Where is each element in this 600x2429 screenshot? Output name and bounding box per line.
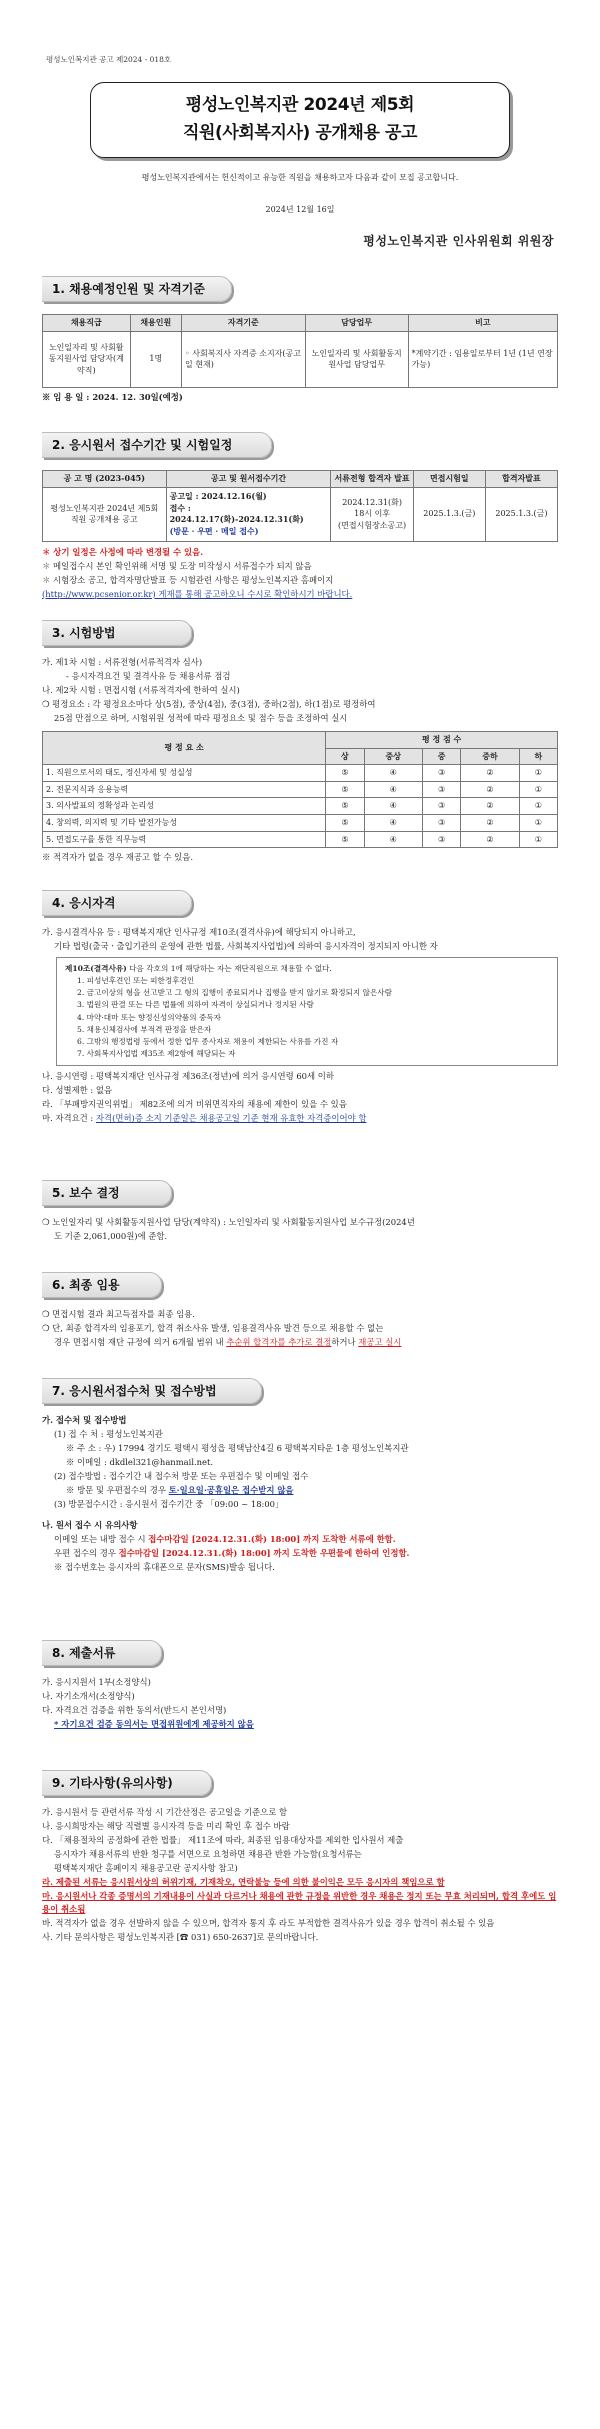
text-emphasis: 접수마감일 [2024.12.31.(화) 18:00] 까지 도착한 우편물에 한하여 인정함. bbox=[118, 1548, 410, 1559]
text-line: 가. 응시지원서 1부(소정양식) bbox=[42, 1677, 151, 1687]
text-line bbox=[42, 1533, 558, 1546]
doc-result-time: 18시 이후 bbox=[354, 509, 391, 519]
text-line bbox=[42, 1336, 558, 1349]
section-heading: 9. 기타사항(유의사항) bbox=[42, 1770, 212, 1796]
text-line: 다. 성별제한 : 없음 bbox=[42, 1085, 113, 1096]
section-heading: 2. 응시원서 접수기간 및 시험일정 bbox=[42, 432, 272, 458]
receipt-methods: (방문 · 우편 · 메일 접수) bbox=[169, 525, 259, 536]
announcement-date: 2024년 12월 16일 bbox=[265, 205, 335, 214]
text-line: 다. 자격요건 검증을 위한 동의서(반드시 본인서명) bbox=[42, 1705, 227, 1716]
table-cell: ① bbox=[519, 781, 557, 798]
text-line: 나. 응시희망자는 해당 직렬별 응시자격 등을 미리 확인 후 접수 바람 bbox=[42, 1821, 290, 1832]
table-row bbox=[43, 765, 558, 782]
text-line: ❍ 평정요소 : 각 평정요소마다 상(5점), 중상(4점), 중(3점), 중하(2점), 하(1점)로 평정하여 bbox=[42, 699, 376, 710]
table-header: 면접시험일 bbox=[413, 471, 485, 488]
section-schedule bbox=[42, 432, 558, 602]
table-cell: ⑤ bbox=[326, 798, 364, 815]
qualification-text bbox=[42, 926, 558, 953]
table-cell: ① bbox=[519, 815, 557, 832]
title-line-2: 직원(사회복지사) 공개채용 공고 bbox=[182, 123, 418, 143]
exam-note: ※ 적격자가 없을 경우 재공고 할 수 있음. bbox=[42, 852, 194, 863]
table-cell: 4. 창의력, 의지력 및 기타 발전가능성 bbox=[43, 815, 326, 832]
appointment-date-note: ※ 임 용 일 : 2024. 12. 30일(예정) bbox=[42, 391, 183, 402]
table-cell: 5. 면접도구를 통한 직무능력 bbox=[43, 831, 326, 848]
table-cell bbox=[331, 487, 413, 541]
table-cell bbox=[166, 487, 331, 541]
list-item: 7. 사회복지사업법 제35조 제2항에 해당되는 자 bbox=[77, 1049, 236, 1059]
grade-header: 중하 bbox=[461, 748, 519, 765]
table-row bbox=[43, 798, 558, 815]
table-cell: *계약기간 : 임용일로부터 1년 (1년 연장 가능) bbox=[408, 331, 557, 387]
table-row bbox=[43, 331, 558, 387]
title-line-1: 평성노인복지관 2024년 제5회 bbox=[185, 95, 415, 115]
qualification-requirement: 자격(면허)증 소지 기준일은 채용공고일 기준 현재 유효한 자격증이어야 함 bbox=[95, 1113, 367, 1124]
table-cell: ◦ 사회복지사 자격증 소지자(공고일 현재) bbox=[182, 331, 306, 387]
grade-header: 중 bbox=[422, 748, 460, 765]
text-line: ❍ 면접시험 결과 최고득점자를 최종 임용. bbox=[42, 1309, 195, 1319]
homepage-link[interactable]: (http://www.pcsenior.or.kr) 게재를 통해 공고하오니 수시로 확인하시기 바랍니다. bbox=[42, 588, 353, 599]
list-item: 5. 채용신체검사에 부적격 판정을 받은자 bbox=[77, 1024, 212, 1034]
table-cell: 1. 직원으로서의 태도, 정신자세 및 성실성 bbox=[43, 765, 326, 782]
text-emphasis: * 자기요건 검증 동의서는 면접위원에게 제공하지 않음 bbox=[54, 1719, 254, 1730]
table-header: 자격기준 bbox=[182, 315, 306, 332]
list-item: 2. 금고이상의 형을 선고받고 그 형의 집행이 종료되거나 집행을 받지 않기로 확정되지 않은사람 bbox=[77, 988, 392, 998]
table-cell: ① bbox=[519, 765, 557, 782]
text-emphasis: 마. 응시원서나 각종 증명서의 기재내용이 사실과 다르거나 채용에 관한 규정을 위반한 경우 채용은 정지 또는 무효 처리되며, 합격 후에도 임용이 취소됨 bbox=[42, 1891, 557, 1915]
table-cell: 2025.1.3.(금) bbox=[485, 487, 557, 541]
note-line: ✽ 메일접수시 본인 확인위해 서명 및 도장 미작성시 서류접수가 되지 않음 bbox=[42, 560, 312, 571]
title-box bbox=[90, 82, 510, 158]
section-heading: 4. 응시자격 bbox=[42, 890, 192, 916]
table-header-row bbox=[43, 315, 558, 332]
text-line: 응시자가 채용서류의 반환 청구를 서면으로 요청하면 채용관 반환 가능함(요청서류는 bbox=[54, 1849, 362, 1860]
table-cell: ⑤ bbox=[326, 831, 364, 848]
table-cell: ④ bbox=[364, 815, 422, 832]
table-cell: ④ bbox=[364, 831, 422, 848]
table-row bbox=[43, 815, 558, 832]
section-heading: 8. 제출서류 bbox=[42, 1640, 162, 1666]
table-header-row bbox=[43, 732, 558, 749]
list-item: 1. 피성년후견인 또는 피한정후견인 bbox=[77, 976, 195, 986]
text-line: (2) 접수방법 : 접수기간 내 접수처 방문 또는 우편접수 및 이메일 접수 bbox=[54, 1471, 309, 1482]
section-heading: 6. 최종 임용 bbox=[42, 1272, 162, 1298]
text-line: 라. 「부패방지권익위법」 제82조에 의거 비위면직자의 채용에 제한이 있을 수 있음 bbox=[42, 1099, 347, 1110]
table-header: 평 정 요 소 bbox=[43, 732, 326, 765]
table-cell: ② bbox=[461, 815, 519, 832]
subheading: 나. 원서 접수 시 유의사항 bbox=[42, 1520, 138, 1531]
doc-result-date: 2024.12.31(화) bbox=[342, 497, 402, 507]
table-header: 비고 bbox=[408, 315, 557, 332]
text-line: 도 기준 2,061,000원)에 준함. bbox=[54, 1231, 168, 1242]
section-heading: 1. 채용예정인원 및 자격기준 bbox=[42, 276, 232, 302]
exam-method-text bbox=[42, 656, 558, 725]
document-number: 평성노인복지관 공고 제2024 - 018호 bbox=[46, 55, 172, 64]
section-qualifications bbox=[42, 890, 558, 1126]
section-recruitment bbox=[42, 276, 558, 404]
table-cell: ④ bbox=[364, 765, 422, 782]
section-heading: 5. 보수 결정 bbox=[42, 1180, 172, 1206]
table-header: 서류전형 합격자 발표 bbox=[331, 471, 413, 488]
table-row bbox=[43, 781, 558, 798]
text-line: 기타 법령(출국ㆍ출입기관의 운영에 관한 법률, 사회복지사업법)에 의하여 응시자격이 정지되지 아니한 자 bbox=[54, 941, 438, 952]
text-line: 다. 「채용절차의 공정화에 관한 법률」 제11조에 따라, 최종된 임용대상자를 제외한 입사원서 제출 bbox=[42, 1835, 404, 1846]
text-line: 나. 자기소개서(소정양식) bbox=[42, 1691, 135, 1702]
note-line: ✽ 상기 일정은 사정에 따라 변경될 수 있음. bbox=[42, 546, 204, 557]
salary-text bbox=[42, 1216, 558, 1243]
text-part: 경우 면접시험 재단 규정에 의거 6개월 범위 내 bbox=[54, 1337, 227, 1348]
text-lead: 마. 자격요건 : bbox=[42, 1113, 96, 1124]
table-cell: ① bbox=[519, 798, 557, 815]
table-cell: ② bbox=[461, 781, 519, 798]
section-salary bbox=[42, 1180, 558, 1244]
text-line: 가. 제1차 시험 : 서류전형(서류적격자 심사) bbox=[42, 657, 203, 667]
table-cell: ② bbox=[461, 765, 519, 782]
section-exam-method bbox=[42, 620, 558, 865]
list-item: 3. 법원의 판결 또는 다른 법률에 의하여 자격이 상실되거나 정지된 사람 bbox=[77, 1000, 314, 1010]
table-cell: 평성노인복지관 2024년 제5회 직원 공개채용 공고 bbox=[43, 487, 167, 541]
table-header: 담당업무 bbox=[305, 315, 408, 332]
table-row bbox=[43, 487, 558, 541]
note-line: ✽ 시험장소 공고, 합격자명단발표 등 시험관련 사항은 평성노인복지관 홈페이지 bbox=[42, 574, 334, 585]
receipt-period: 접수 : 2024.12.17(화)-2024.12.31(화) bbox=[169, 502, 304, 525]
email-address[interactable]: ※ 이메일 : dkdlel321@hanmail.net. bbox=[66, 1457, 214, 1468]
section-heading: 7. 응시원서접수처 및 접수방법 bbox=[42, 1378, 262, 1404]
text-line: (1) 접 수 처 : 평성노인복지관 bbox=[54, 1429, 163, 1440]
section-other-notes bbox=[42, 1770, 558, 1945]
doc-result-note: (면접시험장소공고) bbox=[338, 520, 407, 530]
table-header: 합격자발표 bbox=[485, 471, 557, 488]
text-line bbox=[42, 1547, 558, 1560]
text-line: ❍ 단, 최종 합격자의 임용포기, 합격 취소사유 발생, 임용결격사유 발견 등으로 채용할 수 없는 bbox=[42, 1323, 384, 1334]
text-emphasis: 추순위 합격자를 추가로 결정 bbox=[226, 1337, 332, 1348]
schedule-table bbox=[42, 470, 558, 542]
table-cell: ③ bbox=[422, 781, 460, 798]
notice-date: 공고일 : 2024.12.16(월) bbox=[169, 490, 267, 501]
table-row bbox=[43, 831, 558, 848]
table-cell: ⑤ bbox=[326, 781, 364, 798]
application-text bbox=[42, 1414, 558, 1574]
table-cell: ③ bbox=[422, 798, 460, 815]
text-emphasis: 접수마감일 [2024.12.31.(화) 18:00] 까지 도착한 서류에 한함. bbox=[148, 1534, 396, 1545]
grade-header: 상 bbox=[326, 748, 364, 765]
table-cell: ⑤ bbox=[326, 815, 364, 832]
text-line: ※ 접수번호는 응시자의 휴대폰으로 문자(SMS)발송 됩니다. bbox=[54, 1562, 275, 1573]
section-heading: 3. 시험방법 bbox=[42, 620, 192, 646]
section-documents bbox=[42, 1640, 558, 1732]
disqualification-box bbox=[56, 957, 558, 1066]
text-line bbox=[42, 1484, 558, 1497]
text-line: 나. 제2차 시험 : 면접시험 (서류적격자에 한하여 실시) bbox=[42, 685, 240, 696]
text-part: ※ 방문 및 우편접수의 경우 bbox=[66, 1485, 169, 1496]
text-part: 하거나 bbox=[331, 1337, 359, 1348]
grade-header: 중상 bbox=[364, 748, 422, 765]
intro-text: 평성노인복지관에서는 헌신적이고 유능한 직원을 채용하고자 다음과 같이 모집 공고합니다. bbox=[141, 173, 459, 182]
table-header-row bbox=[43, 471, 558, 488]
table-cell: 2. 전문지식과 응용능력 bbox=[43, 781, 326, 798]
table-cell: ③ bbox=[422, 831, 460, 848]
table-header: 공 고 명 (2023-045) bbox=[43, 471, 167, 488]
text-line: 바. 적격자가 없을 경우 선발하지 않을 수 있으며, 합격자 통지 후 라도 부적합한 결격사유가 있을 경우 합격이 취소될 수 있음 bbox=[42, 1918, 495, 1929]
section-application bbox=[42, 1378, 558, 1575]
table-header: 채용인원 bbox=[130, 315, 182, 332]
text-part: 이메일 또는 내방 접수 시 bbox=[54, 1534, 149, 1545]
text-emphasis: 라. 제출된 서류는 응시원서상의 허위기재, 기재착오, 연락불능 등에 의한 불이익은 모두 응시자의 책임으로 함 bbox=[42, 1877, 445, 1888]
text-line: ❍ 노인일자리 및 사회활동지원사업 담당(계약직) : 노인일자리 및 사회활동지원사업 보수규정(2024년 bbox=[42, 1217, 415, 1227]
appointment-text bbox=[42, 1308, 558, 1349]
table-cell: 노인일자리 및 사회활동지원사업 담당업무 bbox=[305, 331, 408, 387]
text-line: 가. 응시결격사유 등 : 평택복지재단 인사규정 제10조(결격사유)에 해당되지 아니하고, bbox=[42, 927, 356, 937]
text-line: 사. 기타 문의사항은 평성노인복지관 [☎ 031) 650-2637]로 문의바랍니다. bbox=[42, 1932, 319, 1943]
table-cell: ④ bbox=[364, 781, 422, 798]
text-line: - 응시자격요건 및 결격사유 등 채용서류 점검 bbox=[66, 671, 231, 682]
organization-signature: 평성노인복지관 인사위원회 위원장 bbox=[363, 234, 554, 248]
text-part: 우편 접수의 경우 bbox=[54, 1548, 119, 1559]
text-line bbox=[42, 1112, 558, 1125]
table-cell: 3. 의사발표의 정확성과 논리성 bbox=[43, 798, 326, 815]
text-line: ※ 주 소 : 우) 17994 경기도 평택시 평성읍 평택남산4길 6 평택복지타운 1층 평성노인복지관 bbox=[66, 1443, 409, 1454]
table-cell: ③ bbox=[422, 815, 460, 832]
table-header: 평 정 점 수 bbox=[326, 732, 558, 749]
table-cell: 2025.1.3.(금) bbox=[413, 487, 485, 541]
list-item: 6. 그밖의 행정법령 등에서 정한 업무 종사자로 채용이 제한되는 사유를 가진 자 bbox=[77, 1036, 339, 1046]
table-cell: ② bbox=[461, 798, 519, 815]
text-line: 가. 응시원서 등 관련서류 작성 시 기간산정은 공고일을 기준으로 함 bbox=[42, 1807, 288, 1817]
text-line: (3) 방문접수시간 : 응시원서 접수기간 중 「09:00 ~ 18:00」 bbox=[54, 1499, 284, 1510]
section-final-appointment bbox=[42, 1272, 558, 1350]
box-lead: 다음 각호의 1에 해당하는 자는 재단직원으로 채용할 수 없다. bbox=[126, 964, 332, 974]
table-cell: 1명 bbox=[130, 331, 182, 387]
list-item: 4. 마약·대마 또는 향정신성의약품의 중독자 bbox=[77, 1012, 222, 1022]
subheading: 가. 접수처 및 접수방법 bbox=[42, 1415, 127, 1425]
text-emphasis: 토·일요일·공휴일은 접수받지 않음 bbox=[168, 1485, 294, 1496]
schedule-notes bbox=[42, 546, 558, 601]
table-header: 채용직급 bbox=[43, 315, 131, 332]
documents-text bbox=[42, 1676, 558, 1731]
table-cell: ⑤ bbox=[326, 765, 364, 782]
text-emphasis: 재공고 실시 bbox=[358, 1337, 402, 1348]
text-line: 25점 만점으로 하며, 시험위원 성적에 따라 평정요소 및 점수 등을 조정하여 실시 bbox=[54, 713, 348, 724]
text-line: 평택복지재단 홈페이지 채용공고란 공지사항 참고) bbox=[54, 1863, 238, 1874]
box-title: 제10조(결격사유) bbox=[65, 964, 127, 974]
evaluation-table bbox=[42, 731, 558, 848]
table-cell: 노인일자리 및 사회활동지원사업 담당자(계약직) bbox=[43, 331, 131, 387]
text-line: 나. 응시연령 : 평택복지재단 인사규정 제36조(정년)에 의거 응시연령 60세 이하 bbox=[42, 1071, 334, 1082]
table-header: 공고 및 원서접수기간 bbox=[166, 471, 331, 488]
table-cell: ① bbox=[519, 831, 557, 848]
table-cell: ③ bbox=[422, 765, 460, 782]
table-cell: ② bbox=[461, 831, 519, 848]
recruitment-table bbox=[42, 314, 558, 388]
grade-header: 하 bbox=[519, 748, 557, 765]
table-cell: ④ bbox=[364, 798, 422, 815]
other-notes-text bbox=[42, 1806, 558, 1944]
